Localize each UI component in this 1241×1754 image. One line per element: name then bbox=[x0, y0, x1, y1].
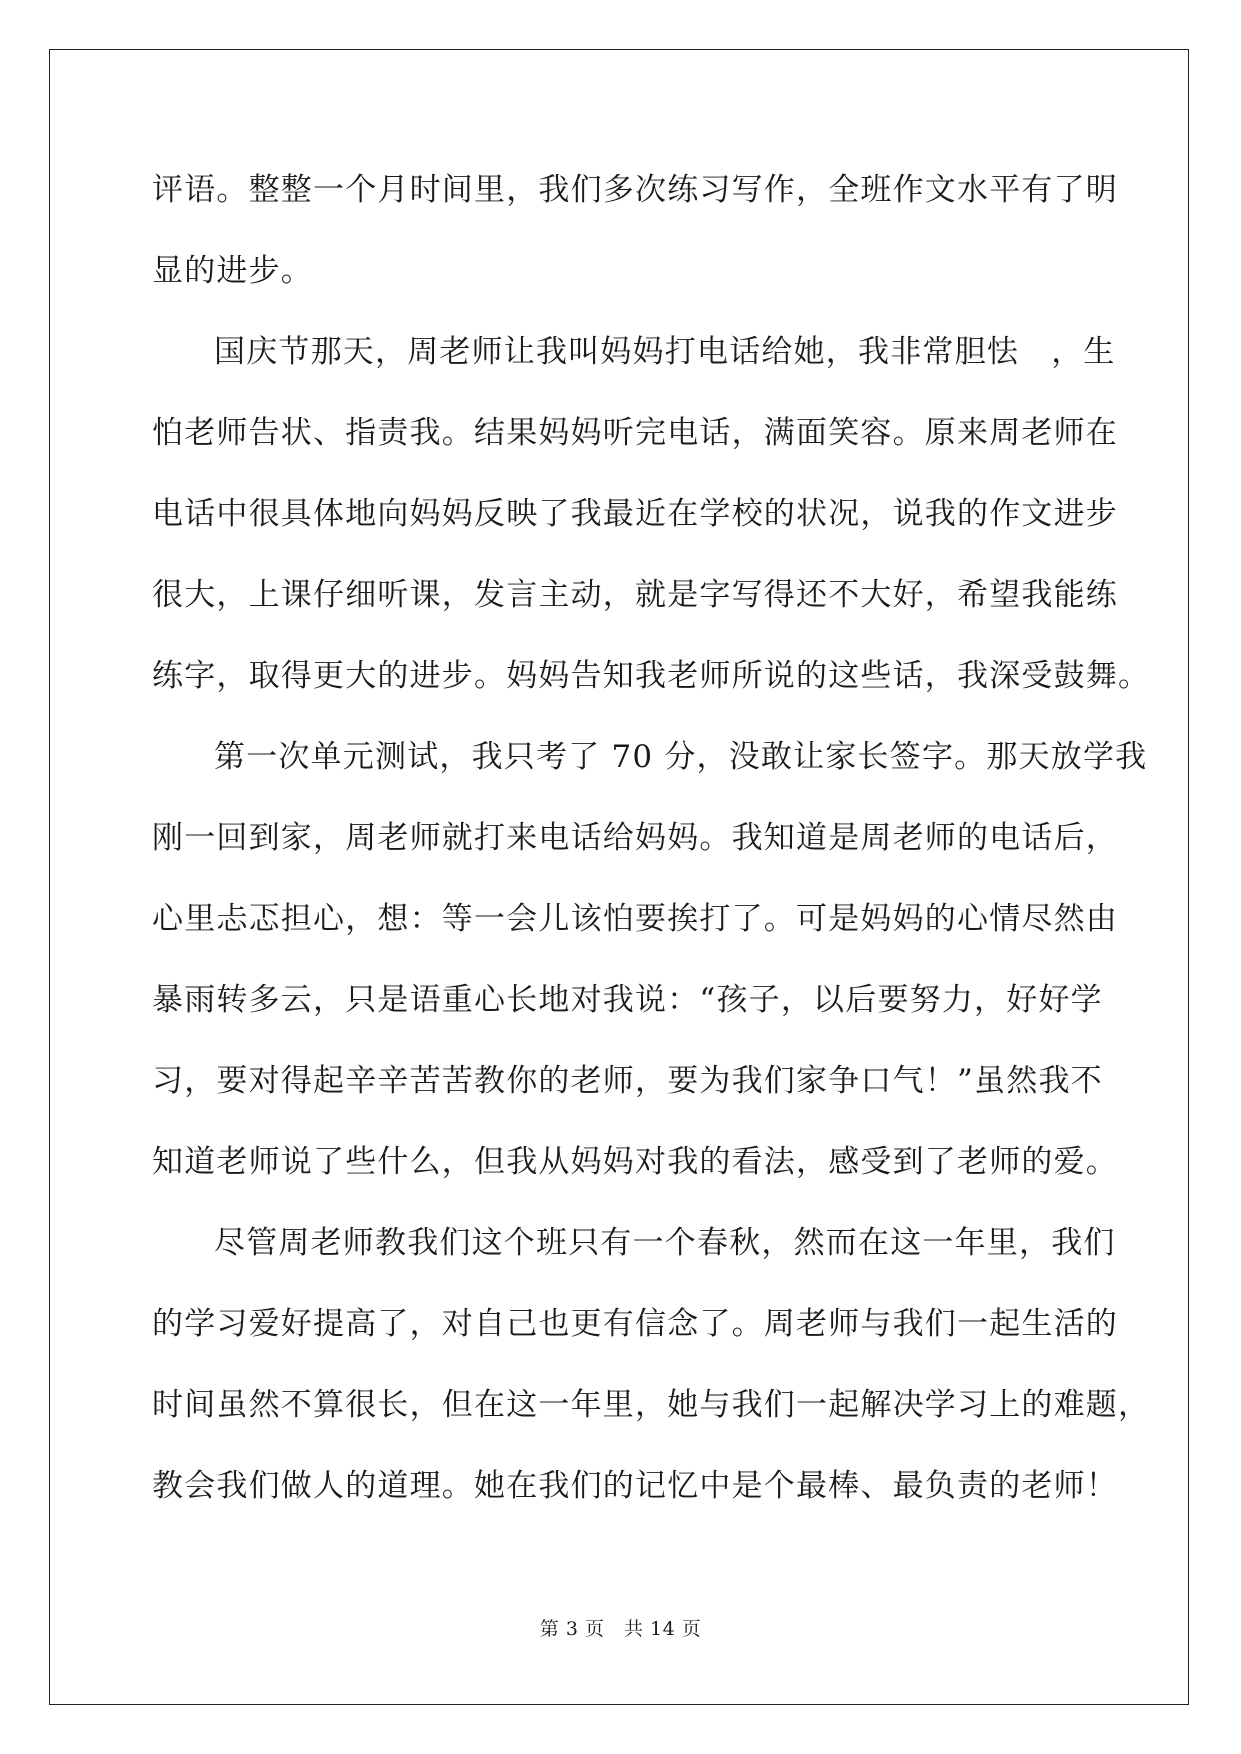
paragraph-start-line: 国庆节那天，周老师让我叫妈妈打电话给她，我非常胆怯 ，生 bbox=[214, 334, 1116, 370]
document-body bbox=[152, 156, 1151, 1533]
text-line: 练字，取得更大的进步。妈妈告知我老师所说的这些话，我深受鼓舞。 bbox=[152, 658, 1151, 694]
page-footer bbox=[0, 1616, 1241, 1642]
text-line: 知道老师说了些什么，但我从妈妈对我的看法，感受到了老师的爱。 bbox=[152, 1144, 1118, 1180]
paragraph-start-line: 第一次单元测试，我只考了 70 分，没敢让家长签字。那天放学我 bbox=[214, 739, 1148, 775]
page-number: 第 3 页 共 14 页 bbox=[539, 1618, 702, 1640]
text-line: 显的进步。 bbox=[152, 253, 313, 289]
text-line: 习，要对得起辛辛苦苦教你的老师，要为我们家争口气！”虽然我不 bbox=[152, 1063, 1103, 1099]
paragraph-start-line: 尽管周老师教我们这个班只有一个春秋，然而在这一年里，我们 bbox=[214, 1225, 1116, 1261]
text-line: 教会我们做人的道理。她在我们的记忆中是个最棒、最负责的老师！ bbox=[152, 1468, 1118, 1504]
text-line: 时间虽然不算很长，但在这一年里，她与我们一起解决学习上的难题， bbox=[152, 1387, 1151, 1423]
text-line: 刚一回到家，周老师就打来电话给妈妈。我知道是周老师的电话后， bbox=[152, 820, 1118, 856]
text-line: 怕老师告状、指责我。结果妈妈听完电话，满面笑容。原来周老师在 bbox=[152, 415, 1118, 451]
text-line: 评语。整整一个月时间里，我们多次练习写作，全班作文水平有了明 bbox=[152, 172, 1118, 208]
text-line: 暴雨转多云，只是语重心长地对我说：“孩子，以后要努力，好好学 bbox=[152, 982, 1103, 1018]
text-line: 很大，上课仔细听课，发言主动，就是字写得还不大好，希望我能练 bbox=[152, 577, 1118, 613]
text-line: 电话中很具体地向妈妈反映了我最近在学校的状况，说我的作文进步 bbox=[152, 496, 1118, 532]
text-line: 的学习爱好提高了，对自己也更有信念了。周老师与我们一起生活的 bbox=[152, 1306, 1118, 1342]
text-line: 心里忐忑担心，想：等一会儿该怕要挨打了。可是妈妈的心情尽然由 bbox=[152, 901, 1118, 937]
